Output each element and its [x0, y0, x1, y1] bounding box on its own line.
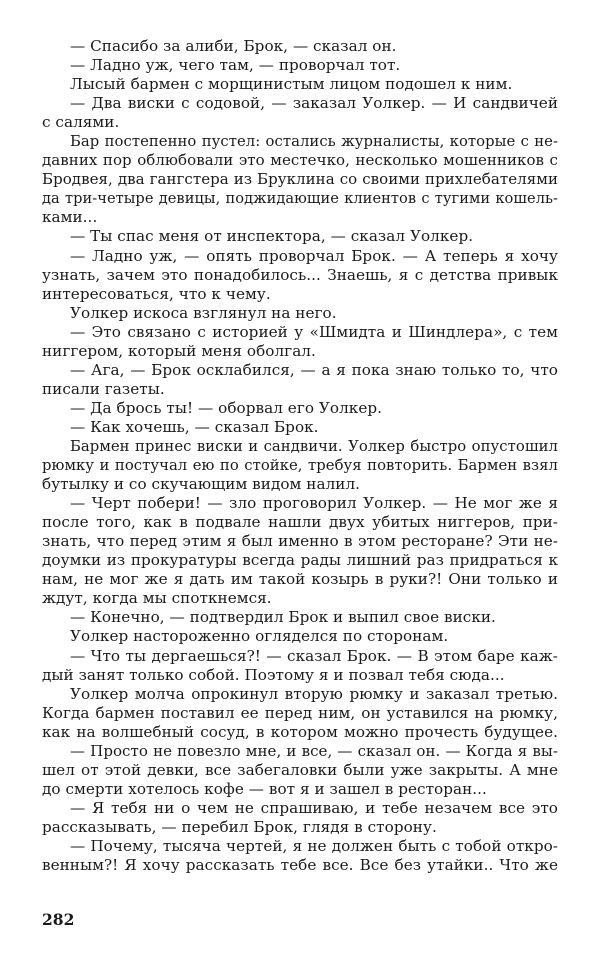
text-line: — Конечно, — подтвердил Брок и выпил свое виски.: [70, 608, 496, 627]
text-line: — Ладно уж, чего там, — проворчал тот.: [70, 56, 401, 75]
text-line: — Ты спас меня от инспектора, — сказал Уолкер.: [70, 227, 474, 246]
text-line: интересоваться, что к чему.: [42, 284, 271, 303]
text-line: нам, не мог же я дать им такой козырь в руки?! Они только и: [42, 570, 558, 589]
text-line: — Просто не повезло мне, и все, — сказал он. — Когда я вы-: [70, 741, 558, 760]
text-line: Бармен принес виски и сандвичи. Уолкер быстро опустошил: [70, 437, 558, 455]
text-line: ками...: [42, 208, 98, 227]
text-line: Лысый бармен с морщинистым лицом подошел к ним.: [70, 75, 513, 94]
text-line: — Я тебя ни о чем не спрашиваю, и тебе незачем все это: [70, 798, 558, 817]
text-line: Бродвея, два гангстера из Бруклина со своими прихлебателями: [42, 170, 558, 189]
text-line: Уолкер искоса взглянул на него.: [70, 303, 337, 322]
text-line: да три-четыре девицы, поджидающие клиентов с тугими кошель-: [42, 190, 558, 208]
text-line: ниггером, который меня оболгал.: [42, 341, 316, 360]
page-number: 282: [42, 910, 75, 929]
text-line: с салями.: [42, 113, 120, 132]
text-line: — Два виски с содовой, — заказал Уолкер. — И сандвичей: [70, 94, 558, 113]
text-line: — Черт побери! — зло проговорил Уолкер. — Не мог же я: [70, 494, 558, 513]
text-line: после того, как в подвале нашли двух убитых ниггеров, при-: [42, 513, 558, 532]
text-line: дый занят только собой. Поэтому я и позвал тебя сюда...: [42, 665, 505, 684]
text-line: Уолкер молча опрокинул вторую рюмку и заказал третью.: [70, 684, 558, 703]
text-line: давних пор облюбовали это местечко, несколько мошенников с: [42, 151, 558, 170]
text-line: — Ага, — Брок осклабился, — а я пока знаю только то, что: [70, 360, 558, 379]
text-line: знать, что перед этим я был именно в этом ресторане? Эти не-: [42, 532, 558, 551]
text-line: Уолкер настороженно огляделся по сторонам.: [70, 627, 449, 646]
text-line: шел от этой девки, все забегаловки были уже закрыты. А мне: [42, 760, 558, 779]
text-line: — Что ты дергаешься?! — сказал Брок. — В этом баре каж-: [70, 646, 558, 665]
text-line: — Да брось ты! — оборвал его Уолкер.: [70, 398, 383, 417]
text-line: — Спасибо за алиби, Брок, — сказал он.: [70, 37, 397, 55]
text-line: узнать, зачем это понадобилось... Знаешь, я с детства привык: [42, 265, 558, 284]
text-line: — Как хочешь, — сказал Брок.: [70, 417, 319, 436]
text-line: — Почему, тысяча чертей, я не должен быть с тобой откро-: [70, 836, 558, 855]
text-line: рюмку и постучал ею по стойке, требуя повторить. Бармен взял: [42, 457, 558, 475]
text-line: доумки из прокуратуры всегда рады лишний раз придраться к: [42, 551, 558, 570]
text-line: писали газеты.: [42, 379, 165, 398]
text-line: бутылку и со скучающим видом налил.: [42, 475, 361, 494]
text-line: — Это связано с историей у «Шмидта и Шиндлера», с тем: [70, 322, 558, 341]
page-text: [42, 37, 558, 875]
text-line: ждут, когда мы споткнемся.: [42, 589, 272, 608]
text-line: рассказывать, — перебил Брок, глядя в сторону.: [42, 817, 437, 836]
text-line: — Ладно уж, — опять проворчал Брок. — А теперь я хочу: [70, 246, 558, 265]
text-line: Бар постепенно пустел: остались журналисты, которые с не-: [70, 133, 558, 151]
text-line: Когда бармен поставил ее перед ним, он уставился на рюмку,: [42, 703, 558, 722]
text-line: венным?! Я хочу рассказать тебе все. Все без утайки.. Что же: [42, 856, 558, 875]
text-line: до смерти хотелось кофе — вот я и зашел в ресторан...: [42, 779, 487, 798]
text-line: как на волшебный сосуд, в котором можно прочесть будущее.: [42, 722, 558, 741]
